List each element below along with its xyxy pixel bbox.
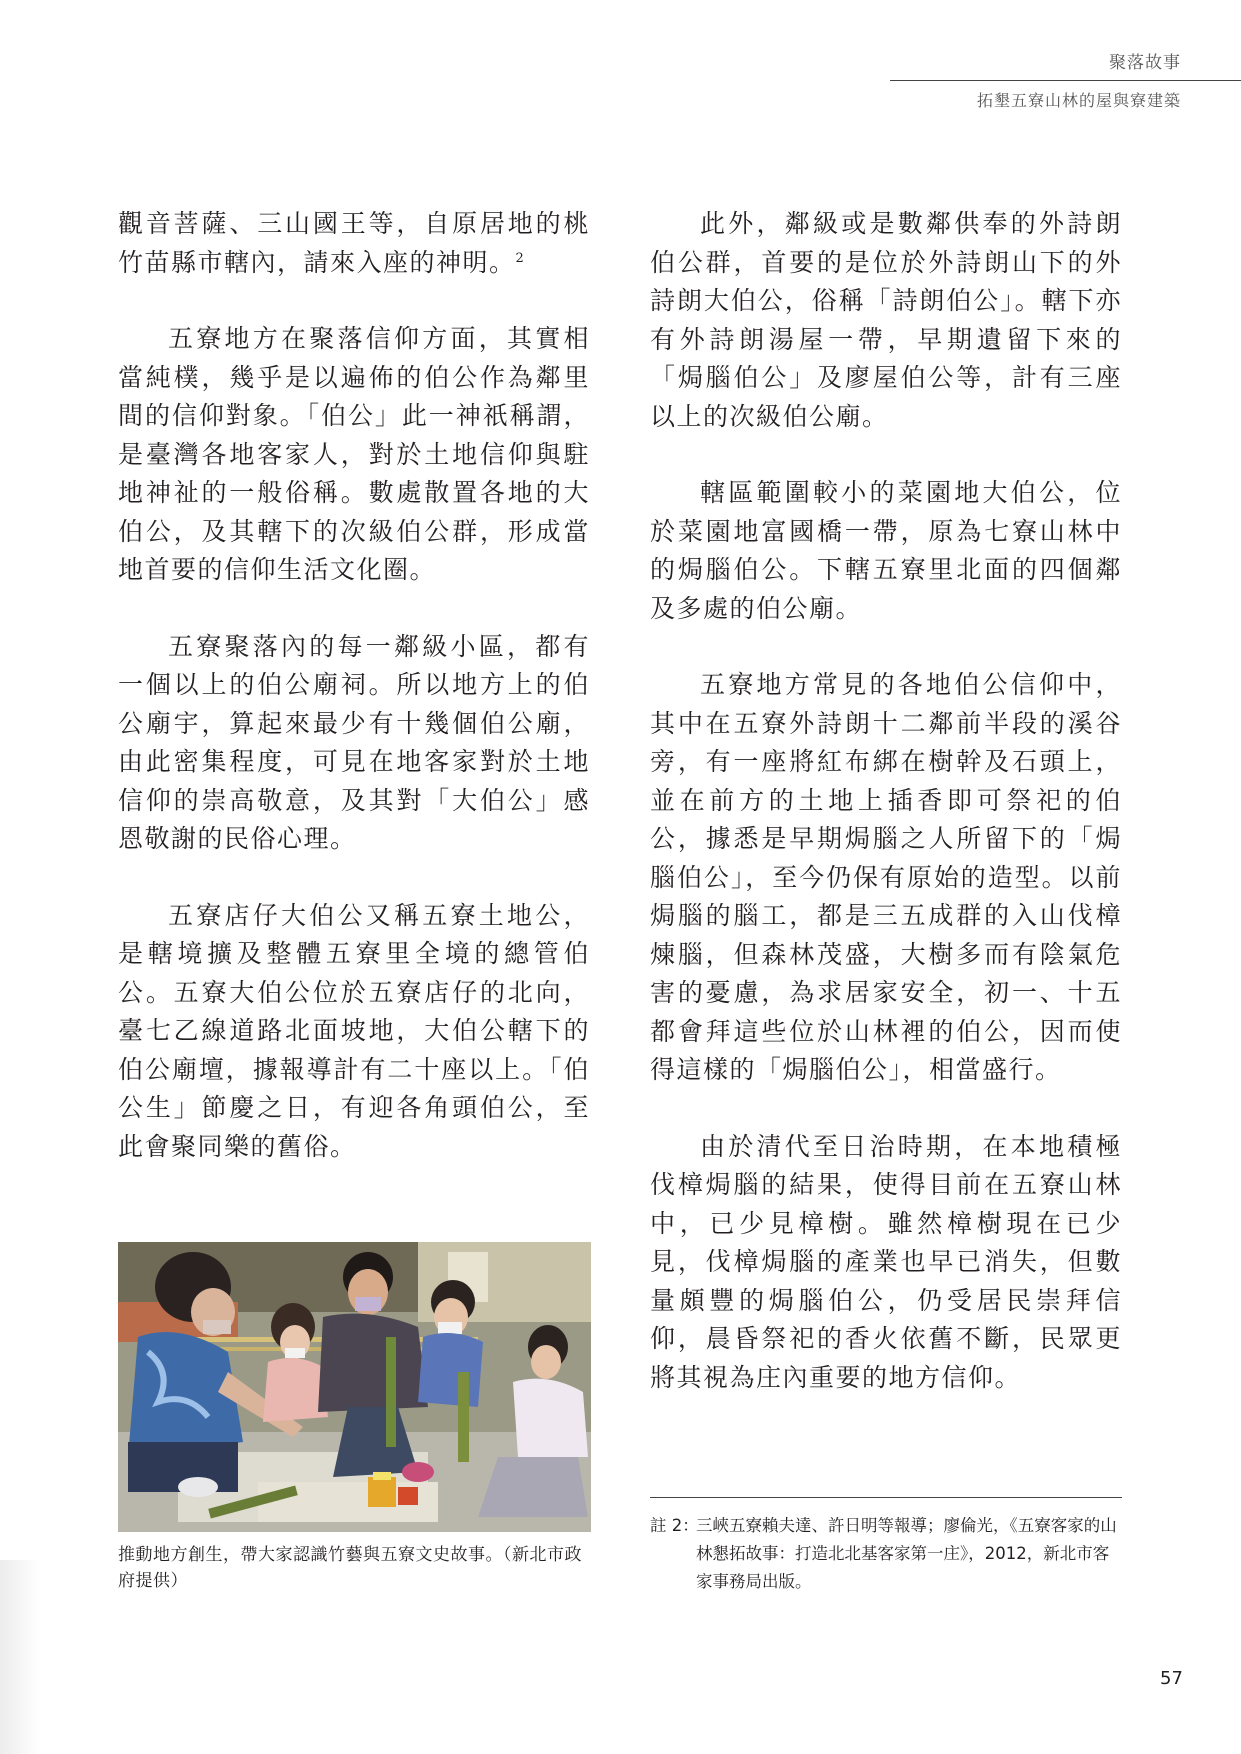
- running-header-section: 聚落故事: [1109, 53, 1181, 73]
- paragraph-7: 五寮地方常見的各地伯公信仰中，其中在五寮外詩朗十二鄰前半段的溪谷旁，有一座將紅布綁在樹幹及石頭上，並在前方的土地上插香即可祭祀的伯公，據悉是早期焗腦之人所留下的「焗腦伯公」，至今仍保有原始的造型。以前焗腦的腦工，都是三五成群的入山伐樟煉腦，但森林茂盛，大樹多而有陰氣危害的憂慮，為求居家安全，初一、十五都會拜這些位於山林裡的伯公，因而使得這樣的「焗腦伯公」，相當盛行。: [650, 670, 1122, 1084]
- photo-caption: 推動地方創生，帶大家認識竹藝與五寮文史故事。（新北市政府提供）: [118, 1545, 582, 1591]
- workshop-photo: [118, 1242, 591, 1532]
- running-header-subtitle: 拓墾五寮山林的屋與寮建築: [976, 91, 1181, 110]
- right-column: [650, 205, 1122, 1435]
- paragraph-6: 轄區範圍較小的菜園地大伯公，位於菜園地富國橋一帶，原為七寮山林中的焗腦伯公。下轄五寮里北面的四個鄰及多處的伯公廟。: [650, 478, 1122, 623]
- footnote-text: 三峽五寮賴夫達、許日明等報導；廖倫光，《五寮客家的山林懇拓故事：打造北北基客家第一庄》，2012，新北市客家事務局出版。: [696, 1516, 1117, 1591]
- paragraph-1: 觀音菩薩、三山國王等，自原居地的桃竹苗縣市轄內，請來入座的神明。$^2$: [118, 209, 590, 277]
- page-edge-shadow: [0, 1560, 40, 1754]
- paragraph-3: 五寮聚落內的每一鄰級小區，都有一個以上的伯公廟祠。所以地方上的伯公廟宇，算起來最少有十幾個伯公廟，由此密集程度，可見在地客家對於土地信仰的崇高敬意，及其對「大伯公」感恩敬謝的民俗心理。: [118, 631, 590, 853]
- header-rule: [890, 80, 1241, 81]
- footnote-reference: 2: [515, 250, 526, 266]
- paragraph-8: 由於清代至日治時期，在本地積極伐樟焗腦的結果，使得目前在五寮山林中，已少見樟樹。雖然樟樹現在已少見，伐樟焗腦的產業也早已消失，但數量頗豐的焗腦伯公，仍受居民崇拜信仰，晨昏祭祀的香火依舊不斷，民眾更將其視為庄內重要的地方信仰。: [650, 1131, 1122, 1392]
- paragraph-5: 此外，鄰級或是數鄰供奉的外詩朗伯公群，首要的是位於外詩朗山下的外詩朗大伯公，俗稱「詩朗伯公」。轄下亦有外詩朗湯屋一帶，早期遺留下來的「焗腦伯公」及廖屋伯公等，計有三座以上的次級伯公廟。: [650, 209, 1122, 431]
- footnote: [650, 1512, 1122, 1596]
- left-column: [118, 205, 590, 1204]
- footnote-label: 註 2：: [650, 1516, 699, 1535]
- footnote-rule: [650, 1497, 1122, 1498]
- page-number: 57: [1160, 1668, 1183, 1689]
- paragraph-4: 五寮店仔大伯公又稱五寮土地公，是轄境擴及整體五寮里全境的總管伯公。五寮大伯公位於五寮店仔的北向，臺七乙線道路北面坡地，大伯公轄下的伯公廟壇，據報導計有二十座以上。「伯公生」節慶之日，有迎各角頭伯公，至此會聚同樂的舊俗。: [118, 900, 590, 1161]
- paragraph-2: 五寮地方在聚落信仰方面，其實相當純樸，幾乎是以遍佈的伯公作為鄰里間的信仰對象。「伯公」此一神祇稱謂，是臺灣各地客家人，對於土地信仰與駐地神祉的一般俗稱。數處散置各地的大伯公，及其轄下的次級伯公群，形成當地首要的信仰生活文化圈。: [118, 324, 590, 584]
